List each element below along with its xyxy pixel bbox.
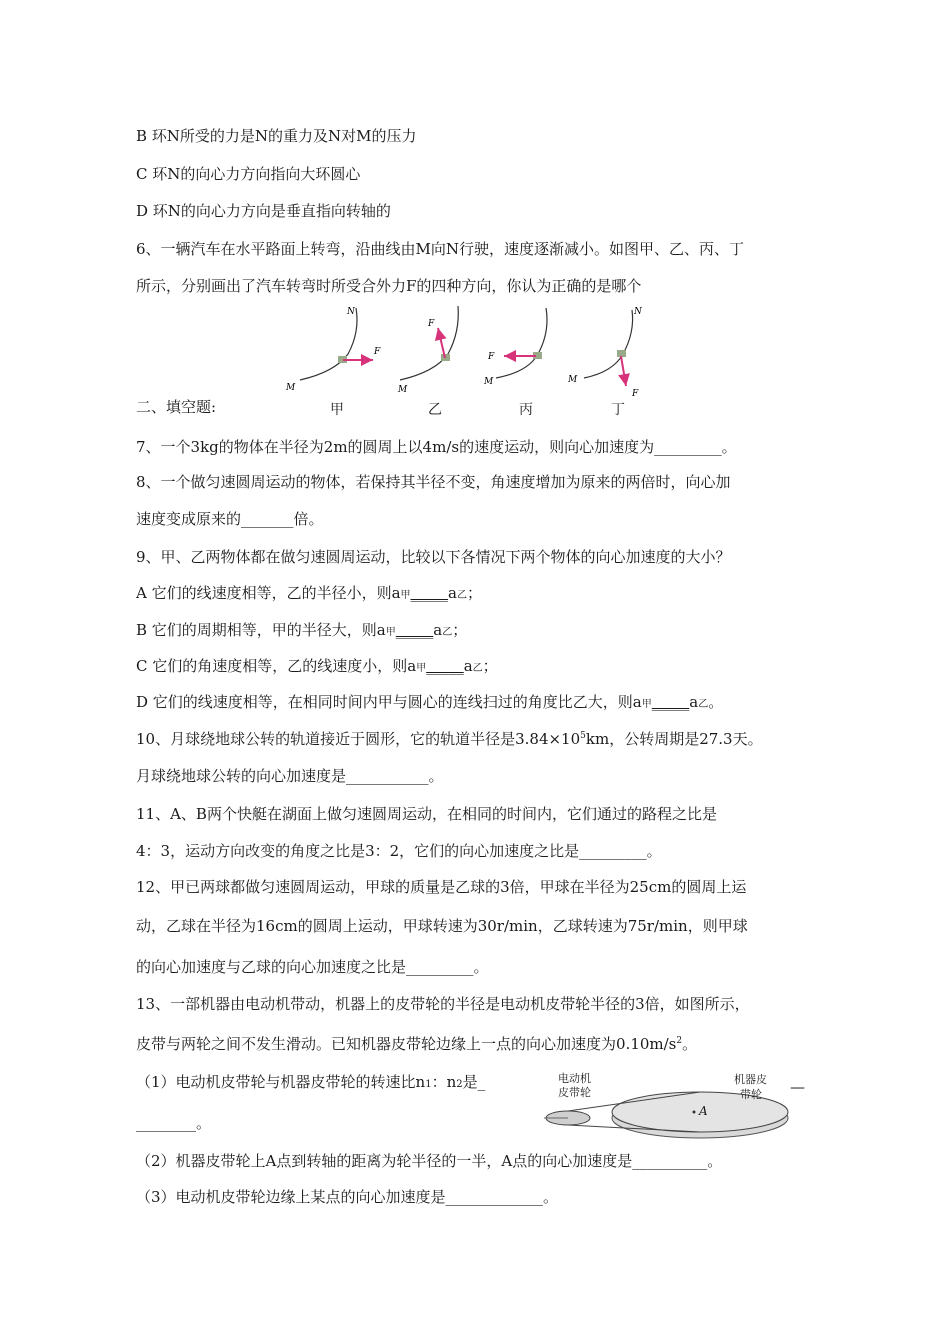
question-12-line-2: 动，乙球在半径为16cm的圆周上运动，甲球转速为30r/min，乙球转速为75r/min，则甲球 [136,917,748,935]
question-10-line-1: 10、月球绕地球公转的轨道接近于圆形，它的轨道半径是$3.84\times 10^5km$，公转周期是27.3天。 [136,730,763,748]
point-m-jia: M [286,383,296,393]
point-m-ding: M [568,375,578,385]
question-11-line-1: 11、A、B两个快艇在湖面上做匀速圆周运动，在相同的时间内，它们通过的路程之比是 [136,805,717,823]
point-m-yi: M [398,385,408,395]
question-7: 7、一个3kg的物体在半径为2m的圆周上以4m/s的速度运动，则向心加速度为_________。 [136,438,737,456]
figure-yi [397,306,458,395]
motor-pulley-label-1: 电动机 [558,1072,591,1085]
option-d-q5: D 环N的向心力方向是垂直指向转轴的 [136,202,391,220]
force-label-jia: F [374,347,381,357]
point-n-ding: N [634,307,642,317]
force-arrow-yi [438,328,445,358]
curve-yi [400,306,458,380]
figure-jia [285,307,381,393]
point-n-jia: N [347,307,355,317]
figure-ding [567,307,643,399]
label-bing: 丙 [519,402,533,418]
question-13-line-1: 13、一部机器由电动机带动，机器上的皮带轮的半径是电动机皮带轮半径的3倍，如图所示， [136,995,750,1013]
question-9-a: A 它们的线速度相等，乙的半径小，则a甲_____a乙； [136,584,483,602]
point-m-bing: M [484,377,494,387]
motor-pulley-label-2: 皮带轮 [558,1086,591,1099]
force-label-ding: F [632,389,639,399]
curve-jia [300,308,357,380]
question-13-part-1-dash: — [790,1078,805,1096]
option-b-q5: B 环N所受的力是N的重力及N对M的压力 [136,127,417,145]
question-8-line-1: 8、一个做匀速圆周运动的物体，若保持其半径不变，角速度增加为原来的两倍时，向心加 [136,473,731,491]
force-arrow-ding [621,356,626,386]
label-ding: 丁 [611,402,625,418]
point-a-label: A [699,1104,708,1118]
question-9-b: B 它们的周期相等，甲的半径大，则a甲_____a乙； [136,621,468,639]
question-11-line-2: 4：3，运动方向改变的角度之比是3：2，它们的向心加速度之比是_________。 [136,842,662,860]
question-13-part-1: （1）电动机皮带轮与机器皮带轮的转速比n1：n2是_ [136,1073,486,1091]
force-label-bing: F [488,352,495,362]
curve-ding [584,310,633,378]
question-9-c: C 它们的角速度相等，乙的线速度小，则a甲_____a乙； [136,657,498,675]
question-12-line-3: 的向心加速度与乙球的向心加速度之比是_________。 [136,958,489,976]
label-jia: 甲 [330,402,344,418]
point-a-dot [693,1111,696,1114]
section-2-heading: 二、填空题: [136,398,217,416]
question-9-d: D 它们的线速度相等，在相同时间内甲与圆心的连线扫过的角度比乙大，则a甲_____a乙。 [136,693,724,711]
question-6-line-2: 所示，分别画出了汽车转弯时所受合外力F的四种方向，你认为正确的是哪个 [136,277,642,295]
force-label-yi: F [428,319,435,329]
question-9: 9、甲、乙两物体都在做匀速圆周运动，比较以下各情况下两个物体的向心加速度的大小？ [136,548,731,566]
question-13-part-1-blank: ________。 [136,1114,212,1132]
question-13-part-3: （3）电动机皮带轮边缘上某点的向心加速度是_____________。 [136,1188,559,1206]
machine-pulley-label-2: 带轮 [740,1088,762,1101]
question-13-line-2: 皮带与两轮之间不发生滑动。已知机器皮带轮边缘上一点的向心加速度为$0.10m/s^2$。 [136,1035,698,1053]
figure-bing [483,308,547,387]
question-6-line-1: 6、一辆汽车在水平路面上转弯，沿曲线由M向N行驶，速度逐渐减小。如图甲、乙、丙、丁 [136,240,745,258]
machine-pulley-label-1: 机器皮 [734,1073,767,1086]
label-yi: 乙 [428,402,442,418]
question-12-line-1: 12、甲已两球都做匀速圆周运动，甲球的质量是乙球的3倍，甲球在半径为25cm的圆周上运 [136,878,747,896]
option-c-q5: C 环N的向心力方向指向大环圆心 [136,165,361,183]
question-13-part-2: （2）机器皮带轮上A点到转轴的距离为轮半径的一半，A点的向心加速度是__________。 [136,1152,723,1170]
question-10-line-2: 月球绕地球公转的向心加速度是___________。 [136,767,444,785]
curve-bing [496,308,547,378]
question-8-line-2: 速度变成原来的_______倍。 [136,510,324,528]
